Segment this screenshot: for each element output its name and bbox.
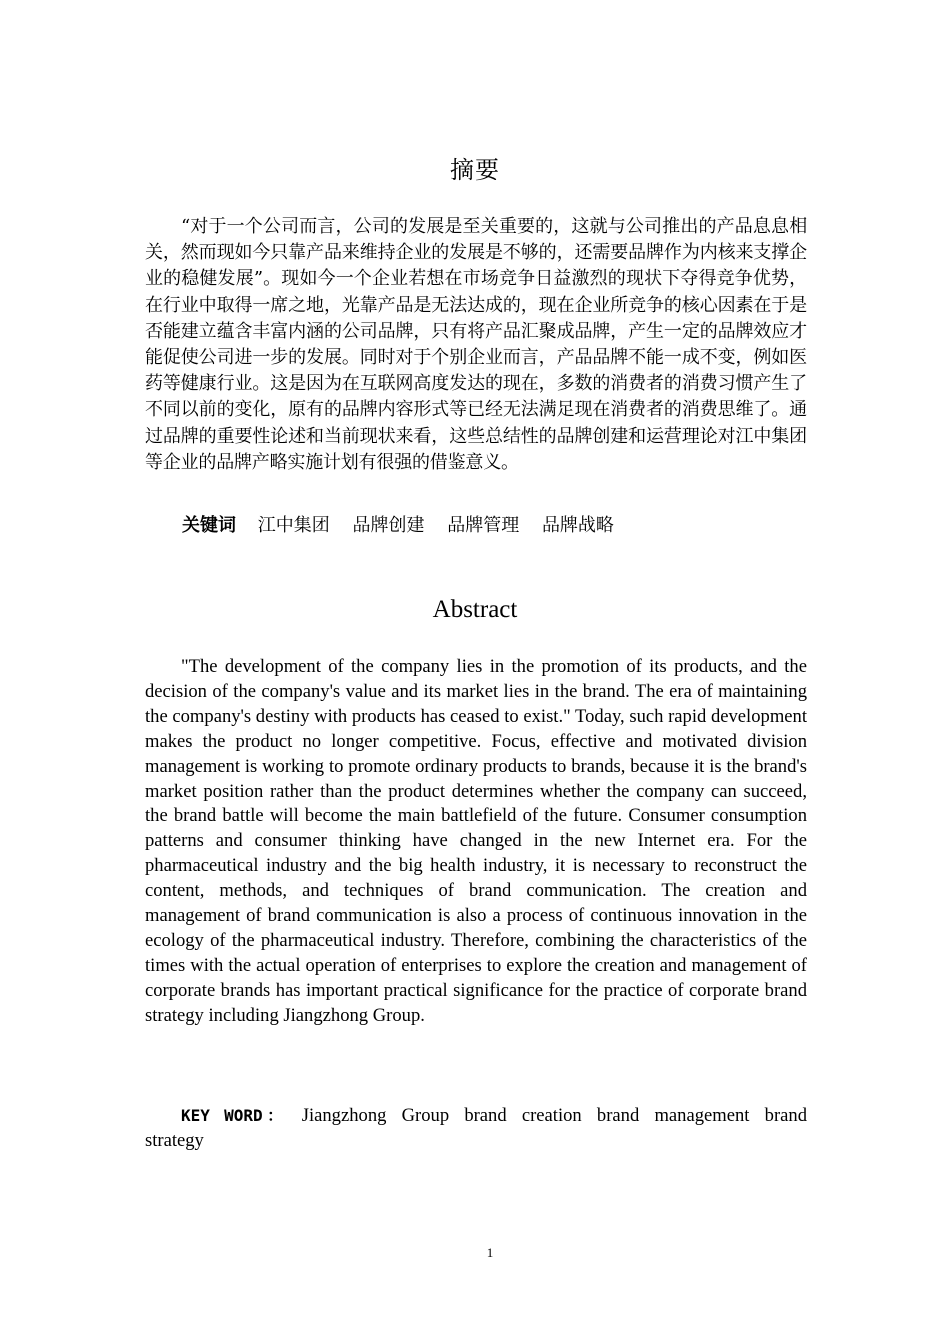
english-abstract-title: Abstract — [432, 596, 518, 623]
chinese-keyword-item: 江中集团 — [257, 515, 330, 536]
page-number: 1 — [486, 1245, 494, 1260]
english-abstract-body: "The development of the company lies in the promotion of its products, and the decision of the company's value and its market lies in the brand. The era of maintaining the company's destiny with products has ceased to exist." Today, such rapid development makes the product no longer competitive. Focus, effective and motivated division management is working to promote ordinary products to brands, because it is the brand's market position rather than the product determines whether the company can succeed, the brand battle will become the main battlefield of the future. Consumer consumption patterns and consumer thinking have changed in the new Internet era. For the pharmaceutical industry and the big health industry, it is necessary to reconstruct the content, methods, and techniques of brand communication. The creation and management of brand communication is also a process of continuous innovation in the ecology of the pharmaceutical industry. Therefore, combining the characteristics of the times with the actual operation of enterprises to explore the creation and management of corporate brands has important practical significance for the practice of corporate brand strategy including Jiangzhong Group. — [145, 656, 807, 1026]
chinese-keyword-item: 品牌管理 — [447, 515, 520, 536]
chinese-keyword-item: 品牌创建 — [352, 515, 425, 536]
english-keywords — [145, 1103, 807, 1153]
chinese-keywords — [182, 513, 802, 539]
chinese-abstract-title: 摘要 — [450, 156, 500, 184]
chinese-keyword-item: 品牌战略 — [541, 515, 614, 536]
english-keywords-text: Jiangzhong Group brand creation brand management brand strategy — [145, 1105, 807, 1151]
chinese-abstract-body: “对于一个公司而言，公司的发展是至关重要的，这就与公司推出的产品息息相关，然而现如今只靠产品来维持企业的发展是不够的，还需要品牌作为内核来支撑企业的稳健发展”。现如今一个企业若想在市场竞争日益激烈的现状下夺得竞争优势，在行业中取得一席之地，光靠产品是无法达成的，现在企业所竞争的核心因素在于是否能建立蕴含丰富内涵的公司品牌，只有将产品汇聚成品牌，产生一定的品牌效应才能促使公司进一步的发展。同时对于个别企业而言，产品品牌不能一成不变，例如医药等健康行业。这是因为在互联网高度发达的现在，多数的消费者的消费习惯产生了不同以前的变化，原有的品牌内容形式等已经无法满足现在消费者的消费思维了。通过品牌的重要性论述和当前现状来看，这些总结性的品牌创建和运营理论对江中集团等企业的品牌产略实施计划有很强的借鉴意义。 — [145, 216, 807, 473]
english-keywords-label: KEY WORD： — [181, 1106, 288, 1125]
chinese-keywords-label: 关键词 — [182, 515, 236, 536]
